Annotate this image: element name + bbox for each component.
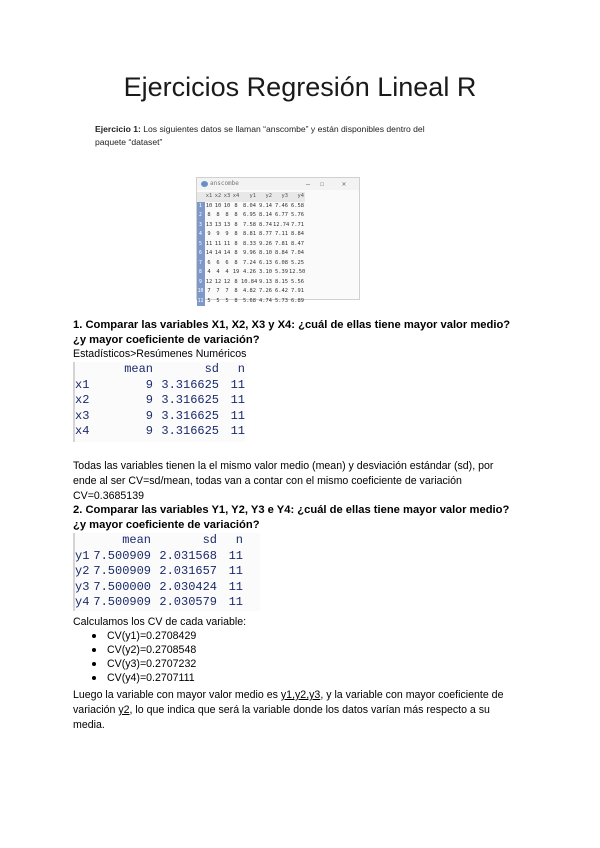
grid-row-index[interactable]: 8 bbox=[197, 268, 205, 278]
grid-cell: 8 bbox=[234, 259, 238, 266]
grid-cell: 6.08 bbox=[275, 259, 288, 266]
grid-cell: 8 bbox=[234, 297, 238, 304]
question-2-heading-line1: 2. Comparar las variables Y1, Y2, Y3 e Y4: ¿cuál de ellas tiene mayor valor medio? bbox=[73, 504, 510, 516]
grid-cell: 7.81 bbox=[275, 240, 288, 247]
grid-column-header[interactable]: x3 bbox=[223, 193, 231, 199]
console-value: 7.500000 bbox=[93, 579, 151, 594]
console-header-row bbox=[75, 533, 260, 549]
grid-cell: 13 bbox=[223, 221, 231, 228]
grid-column-header[interactable]: y2 bbox=[265, 193, 272, 199]
console-value: 11 bbox=[230, 377, 245, 392]
grid-cell: 14 bbox=[223, 250, 231, 256]
cv-item: CV(y2)=0.2708548 bbox=[73, 643, 196, 657]
grid-cell: 9.14 bbox=[259, 202, 272, 209]
grid-cell: 8.81 bbox=[243, 231, 256, 237]
grid-corner bbox=[197, 192, 205, 202]
question-1-heading-line2: ¿y mayor coeficiente de variación? bbox=[73, 333, 260, 346]
y-summary-output bbox=[73, 533, 260, 611]
grid-cell: 11 bbox=[223, 240, 231, 247]
grid-cell: 9 bbox=[216, 231, 220, 237]
maximize-button[interactable]: ☐ bbox=[319, 180, 325, 188]
grid-cell: 7.11 bbox=[275, 231, 288, 237]
grid-cell: 8.14 bbox=[259, 212, 272, 218]
grid-cell: 9 bbox=[225, 231, 229, 237]
console-row-label: x4 bbox=[75, 424, 90, 438]
grid-cell: 6.95 bbox=[243, 212, 256, 218]
menu-path: Estadísticos>Resúmenes Numéricos bbox=[73, 348, 247, 360]
console-row-label: y3 bbox=[75, 579, 90, 594]
question-1-heading-line1: 1. Comparar las variables X1, X2, X3 y X4: ¿cuál de ellas tiene mayor valor medio? bbox=[73, 319, 511, 331]
console-value: 3.316625 bbox=[161, 393, 219, 407]
grid-cell: 13 bbox=[205, 221, 213, 228]
window-titlebar bbox=[197, 178, 359, 190]
grid-cell: 8 bbox=[216, 212, 220, 218]
anscombe-data-window bbox=[196, 177, 360, 304]
grid-cell: 5 bbox=[225, 297, 229, 304]
conclusion-highest-cv-var: y2 bbox=[118, 704, 130, 716]
question-1-answer bbox=[73, 459, 533, 504]
question-1-heading bbox=[73, 318, 543, 347]
console-row bbox=[75, 393, 245, 409]
grid-cell: 10 bbox=[214, 202, 222, 209]
grid-cell: 12.74 bbox=[273, 221, 290, 228]
grid-cell: 6 bbox=[225, 259, 229, 266]
console-value: 7.500909 bbox=[93, 595, 151, 609]
window-title: anscombe bbox=[210, 180, 239, 187]
console-value: 9 bbox=[145, 377, 153, 392]
grid-cell: 9 bbox=[207, 231, 211, 237]
console-value: 3.316625 bbox=[161, 424, 219, 438]
grid-header-row bbox=[197, 192, 305, 202]
cv-item: CV(y4)=0.2707111 bbox=[73, 671, 196, 685]
grid-cell: 12.50 bbox=[289, 269, 306, 275]
console-value: 3.316625 bbox=[161, 377, 219, 392]
conclusion-text: variación bbox=[73, 704, 119, 716]
grid-cell: 8 bbox=[234, 231, 238, 237]
grid-cell: 8 bbox=[234, 288, 238, 294]
grid-cell: 7.04 bbox=[291, 250, 304, 256]
grid-cell: 4 bbox=[207, 269, 211, 275]
question-2-heading-line2: ¿y mayor coeficiente de variación? bbox=[73, 518, 260, 531]
question-1-answer-line3: CV=0.3685139 bbox=[73, 490, 144, 502]
grid-cell: 8 bbox=[234, 240, 238, 247]
exercise-1-text-line2: paquete “dataset” bbox=[95, 137, 163, 147]
grid-cell: 13 bbox=[214, 221, 222, 228]
console-value: 11 bbox=[228, 564, 243, 578]
console-row bbox=[75, 564, 260, 580]
console-value: 9 bbox=[145, 408, 153, 423]
conclusion-text: , lo que indica que será la variable donde los datos varían más respecto a su bbox=[129, 704, 490, 716]
console-row bbox=[75, 580, 260, 596]
grid-cell: 5 bbox=[216, 297, 220, 304]
console-header-row bbox=[75, 362, 245, 378]
grid-column-header[interactable]: y3 bbox=[281, 193, 288, 199]
grid-cell: 8 bbox=[234, 278, 238, 285]
grid-cell: 7.26 bbox=[259, 288, 272, 294]
console-value: 2.031568 bbox=[159, 548, 217, 563]
grid-cell: 9.96 bbox=[243, 250, 256, 256]
grid-cell: 8 bbox=[234, 221, 238, 228]
grid-row-index[interactable]: 10 bbox=[197, 287, 205, 297]
grid-cell: 4 bbox=[216, 269, 220, 275]
grid-cell: 14 bbox=[205, 250, 213, 256]
grid-row bbox=[197, 287, 305, 297]
console-row-label: y1 bbox=[75, 548, 90, 563]
grid-cell: 6 bbox=[216, 259, 220, 266]
console-column-header: sd bbox=[204, 362, 219, 376]
console-row bbox=[75, 378, 245, 394]
conclusion-text: media. bbox=[73, 719, 105, 731]
grid-row bbox=[197, 230, 305, 240]
grid-cell: 5.73 bbox=[275, 297, 288, 304]
console-value: 7.500909 bbox=[93, 548, 151, 563]
grid-cell: 7 bbox=[225, 288, 229, 294]
grid-cell: 8 bbox=[225, 212, 229, 218]
grid-cell: 19 bbox=[232, 269, 240, 275]
exercise-1-text-line1: Los siguientes datos se llaman “anscombe” y están disponibles dentro del bbox=[143, 124, 425, 134]
grid-cell: 5.25 bbox=[291, 259, 304, 266]
grid-column-header[interactable]: x2 bbox=[214, 193, 222, 199]
grid-cell: 11 bbox=[205, 240, 213, 247]
cv-item: CV(y1)=0.2708429 bbox=[73, 629, 196, 643]
grid-cell: 4.74 bbox=[259, 297, 272, 304]
grid-row bbox=[197, 221, 305, 231]
question-1-answer-line2: ende al ser CV=sd/mean, todas van a contar con el mismo coeficiente de variación bbox=[73, 475, 462, 487]
console-row bbox=[75, 595, 260, 611]
grid-cell: 10 bbox=[223, 202, 231, 209]
grid-column-header[interactable]: y1 bbox=[249, 193, 256, 199]
grid-column-header[interactable]: y4 bbox=[297, 193, 304, 199]
question-2-heading bbox=[73, 503, 543, 532]
grid-cell: 8.84 bbox=[291, 231, 304, 237]
grid-cell: 8.77 bbox=[259, 231, 272, 237]
console-value: 11 bbox=[228, 579, 243, 594]
console-value: 2.030579 bbox=[159, 595, 217, 609]
grid-cell: 4.26 bbox=[243, 269, 256, 275]
grid-cell: 10 bbox=[205, 202, 213, 209]
grid-row bbox=[197, 202, 305, 212]
console-row bbox=[75, 549, 260, 565]
grid-cell: 5.56 bbox=[291, 278, 304, 285]
console-value: 3.316625 bbox=[161, 408, 219, 423]
console-value: 11 bbox=[228, 548, 243, 563]
grid-row-index[interactable]: 3 bbox=[197, 221, 205, 231]
grid-row-index[interactable]: 11 bbox=[197, 297, 205, 307]
grid-column-header[interactable]: x4 bbox=[232, 193, 240, 199]
grid-row bbox=[197, 240, 305, 250]
grid-cell: 5.76 bbox=[291, 212, 304, 218]
grid-cell: 5.39 bbox=[275, 269, 288, 275]
console-value: 2.030424 bbox=[159, 579, 217, 594]
grid-cell: 6.13 bbox=[259, 259, 272, 266]
grid-row-index[interactable]: 7 bbox=[197, 259, 205, 269]
grid-cell: 3.10 bbox=[259, 269, 272, 275]
close-button[interactable]: ✕ bbox=[341, 180, 347, 188]
grid-cell: 4.82 bbox=[243, 288, 256, 294]
conclusion bbox=[73, 688, 533, 733]
conclusion-text: Luego la variable con mayor valor medio es bbox=[73, 689, 281, 701]
console-row-label: y2 bbox=[75, 564, 90, 578]
grid-row-index[interactable]: 2 bbox=[197, 211, 205, 221]
grid-cell: 8 bbox=[207, 212, 211, 218]
grid-cell: 12 bbox=[223, 278, 231, 285]
console-row-label: x3 bbox=[75, 408, 90, 423]
grid-cell: 7 bbox=[216, 288, 220, 294]
grid-cell: 14 bbox=[214, 250, 222, 256]
grid-cell: 7 bbox=[207, 288, 211, 294]
console-value: 9 bbox=[145, 424, 153, 438]
grid-cell: 8.33 bbox=[243, 240, 256, 247]
grid-cell: 8.15 bbox=[275, 278, 288, 285]
conclusion-text: , y la variable con mayor coeficiente de bbox=[320, 689, 504, 701]
grid-cell: 9.13 bbox=[259, 278, 272, 285]
console-value: 11 bbox=[228, 595, 243, 609]
cv-item: CV(y3)=0.2707232 bbox=[73, 657, 196, 671]
console-row-label: x1 bbox=[75, 377, 90, 392]
grid-row bbox=[197, 268, 305, 278]
grid-row bbox=[197, 297, 305, 307]
grid-cell: 12 bbox=[214, 278, 222, 285]
console-column-header: mean bbox=[122, 533, 151, 547]
console-row-label: x2 bbox=[75, 393, 90, 407]
grid-cell: 7.24 bbox=[243, 259, 256, 266]
console-column-header: n bbox=[237, 362, 245, 376]
grid-cell: 8 bbox=[234, 202, 238, 209]
cv-list bbox=[73, 629, 196, 685]
grid-row-index[interactable]: 9 bbox=[197, 278, 205, 288]
console-value: 9 bbox=[145, 393, 153, 407]
console-value: 2.031657 bbox=[159, 564, 217, 578]
grid-cell: 4 bbox=[225, 269, 229, 275]
grid-cell: 12 bbox=[205, 278, 213, 285]
x-summary-output bbox=[73, 362, 245, 442]
grid-cell: 6 bbox=[207, 259, 211, 266]
exercise-1-label: Ejercicio 1: bbox=[95, 124, 141, 134]
grid-row bbox=[197, 249, 305, 259]
conclusion-highest-mean-vars: y1,y2,y3 bbox=[280, 689, 321, 701]
console-column-header: n bbox=[235, 533, 243, 547]
grid-cell: 6.58 bbox=[291, 202, 304, 209]
grid-cell: 7.71 bbox=[291, 221, 304, 228]
anscombe-data-grid bbox=[197, 192, 305, 306]
grid-cell: 7.91 bbox=[291, 288, 304, 294]
r-logo-icon bbox=[201, 181, 208, 187]
console-column-header: sd bbox=[202, 533, 217, 547]
console-row bbox=[75, 409, 245, 425]
grid-cell: 9.26 bbox=[259, 240, 272, 247]
page-title: Ejercicios Regresión Lineal R bbox=[123, 72, 477, 102]
grid-cell: 8 bbox=[234, 250, 238, 256]
grid-cell: 8.04 bbox=[243, 202, 256, 209]
grid-cell: 7.58 bbox=[243, 221, 256, 228]
grid-column-header[interactable]: x1 bbox=[205, 193, 213, 199]
console-row bbox=[75, 424, 245, 440]
grid-cell: 11 bbox=[214, 240, 222, 247]
grid-cell: 8 bbox=[234, 212, 238, 218]
grid-cell: 8.47 bbox=[291, 240, 304, 247]
grid-cell: 5.68 bbox=[243, 297, 256, 304]
grid-row-index[interactable]: 5 bbox=[197, 240, 205, 250]
grid-row-index[interactable]: 4 bbox=[197, 230, 205, 240]
grid-row-index[interactable]: 1 bbox=[197, 202, 205, 212]
grid-row bbox=[197, 278, 305, 288]
grid-cell: 8.10 bbox=[259, 250, 272, 256]
cv-intro: Calculamos los CV de cada variable: bbox=[73, 616, 247, 628]
exercise-1-intro bbox=[95, 123, 475, 149]
console-value: 11 bbox=[230, 393, 245, 407]
question-1-answer-line1: Todas las variables tienen la el mismo valor medio (mean) y desviación estándar (sd), por bbox=[73, 460, 494, 472]
grid-cell: 5 bbox=[207, 297, 211, 304]
console-value: 11 bbox=[230, 408, 245, 423]
grid-cell: 6.89 bbox=[291, 297, 304, 304]
console-value: 11 bbox=[230, 424, 245, 438]
grid-cell: 10.84 bbox=[241, 278, 258, 285]
console-row-label: y4 bbox=[75, 595, 90, 609]
console-column-header: mean bbox=[124, 362, 153, 376]
grid-cell: 8.84 bbox=[275, 250, 288, 256]
grid-cell: 7.46 bbox=[275, 202, 288, 209]
grid-row-index[interactable]: 6 bbox=[197, 249, 205, 259]
grid-cell: 8.74 bbox=[259, 221, 272, 228]
minimize-button[interactable]: — bbox=[305, 180, 311, 188]
grid-row bbox=[197, 259, 305, 269]
console-value: 7.500909 bbox=[93, 564, 151, 578]
grid-cell: 6.77 bbox=[275, 212, 288, 218]
grid-row bbox=[197, 211, 305, 221]
grid-cell: 6.42 bbox=[275, 288, 288, 294]
